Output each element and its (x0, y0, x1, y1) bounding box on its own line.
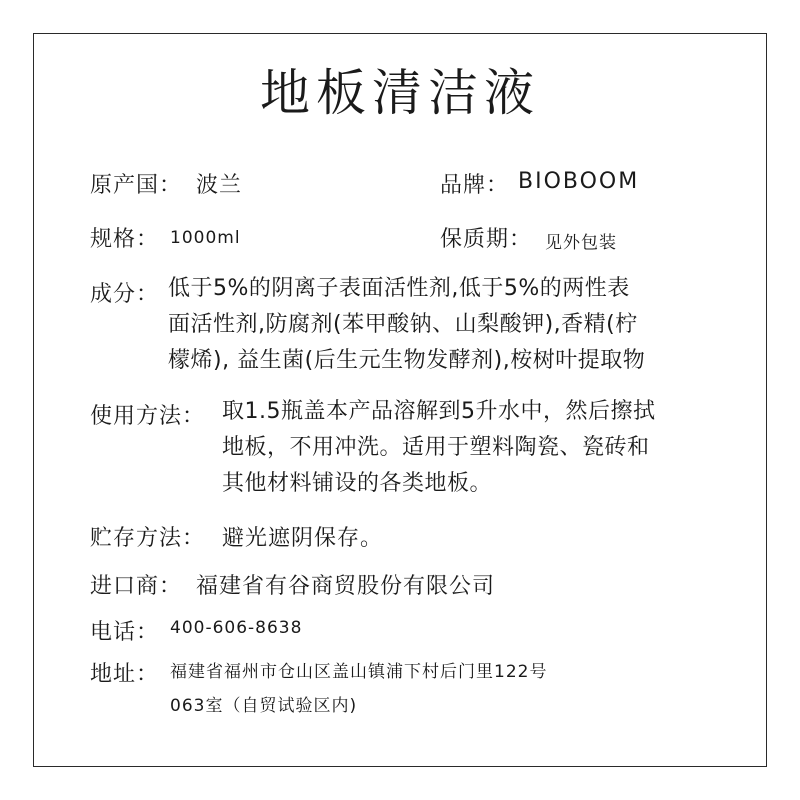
usage-line: 取1.5瓶盖本产品溶解到5升水中，然后擦拭 (222, 399, 656, 424)
usage-line: 地板，不用冲洗。适用于塑料陶瓷、瓷砖和 (222, 435, 650, 460)
ingredients-line: 低于5%的阴离子表面活性剂,低于5%的两性表 (168, 276, 630, 301)
shelf-life-value: 见外包装 (545, 233, 617, 253)
brand-value: BIOBOOM (518, 169, 640, 194)
phone-label: 电话： (90, 620, 160, 645)
importer-label: 进口商： (90, 574, 183, 599)
ingredients-line: 檬烯), 益生菌(后生元生物发酵剂),桉树叶提取物 (168, 348, 646, 373)
ingredients-label: 成分： (90, 282, 160, 307)
origin-value: 波兰 (196, 173, 243, 198)
shelf-life-label: 保质期： (440, 227, 533, 252)
address-text (170, 655, 547, 723)
importer-value: 福建省有谷商贸股份有限公司 (196, 574, 496, 599)
usage-label: 使用方法： (90, 404, 206, 429)
spec-value: 1000ml (170, 228, 241, 248)
phone-value: 400-606-8638 (170, 618, 303, 638)
origin-label: 原产国： (90, 173, 183, 198)
usage-text (222, 394, 656, 502)
ingredients-text (168, 271, 645, 379)
address-line: 福建省福州市仓山区盖山镇浦下村后门里122号 (170, 662, 548, 682)
brand-label: 品牌： (440, 173, 510, 198)
usage-line: 其他材料铺设的各类地板。 (222, 471, 493, 496)
ingredients-line: 面活性剂,防腐剂(苯甲酸钠、山梨酸钾),香精(柠 (168, 312, 638, 337)
storage-value: 避光遮阴保存。 (222, 526, 384, 551)
spec-label: 规格： (90, 227, 160, 252)
address-line: 063室（自贸试验区内) (170, 696, 358, 716)
storage-label: 贮存方法： (90, 526, 206, 551)
address-label: 地址： (90, 662, 160, 687)
product-title: 地板清洁液 (260, 64, 540, 122)
